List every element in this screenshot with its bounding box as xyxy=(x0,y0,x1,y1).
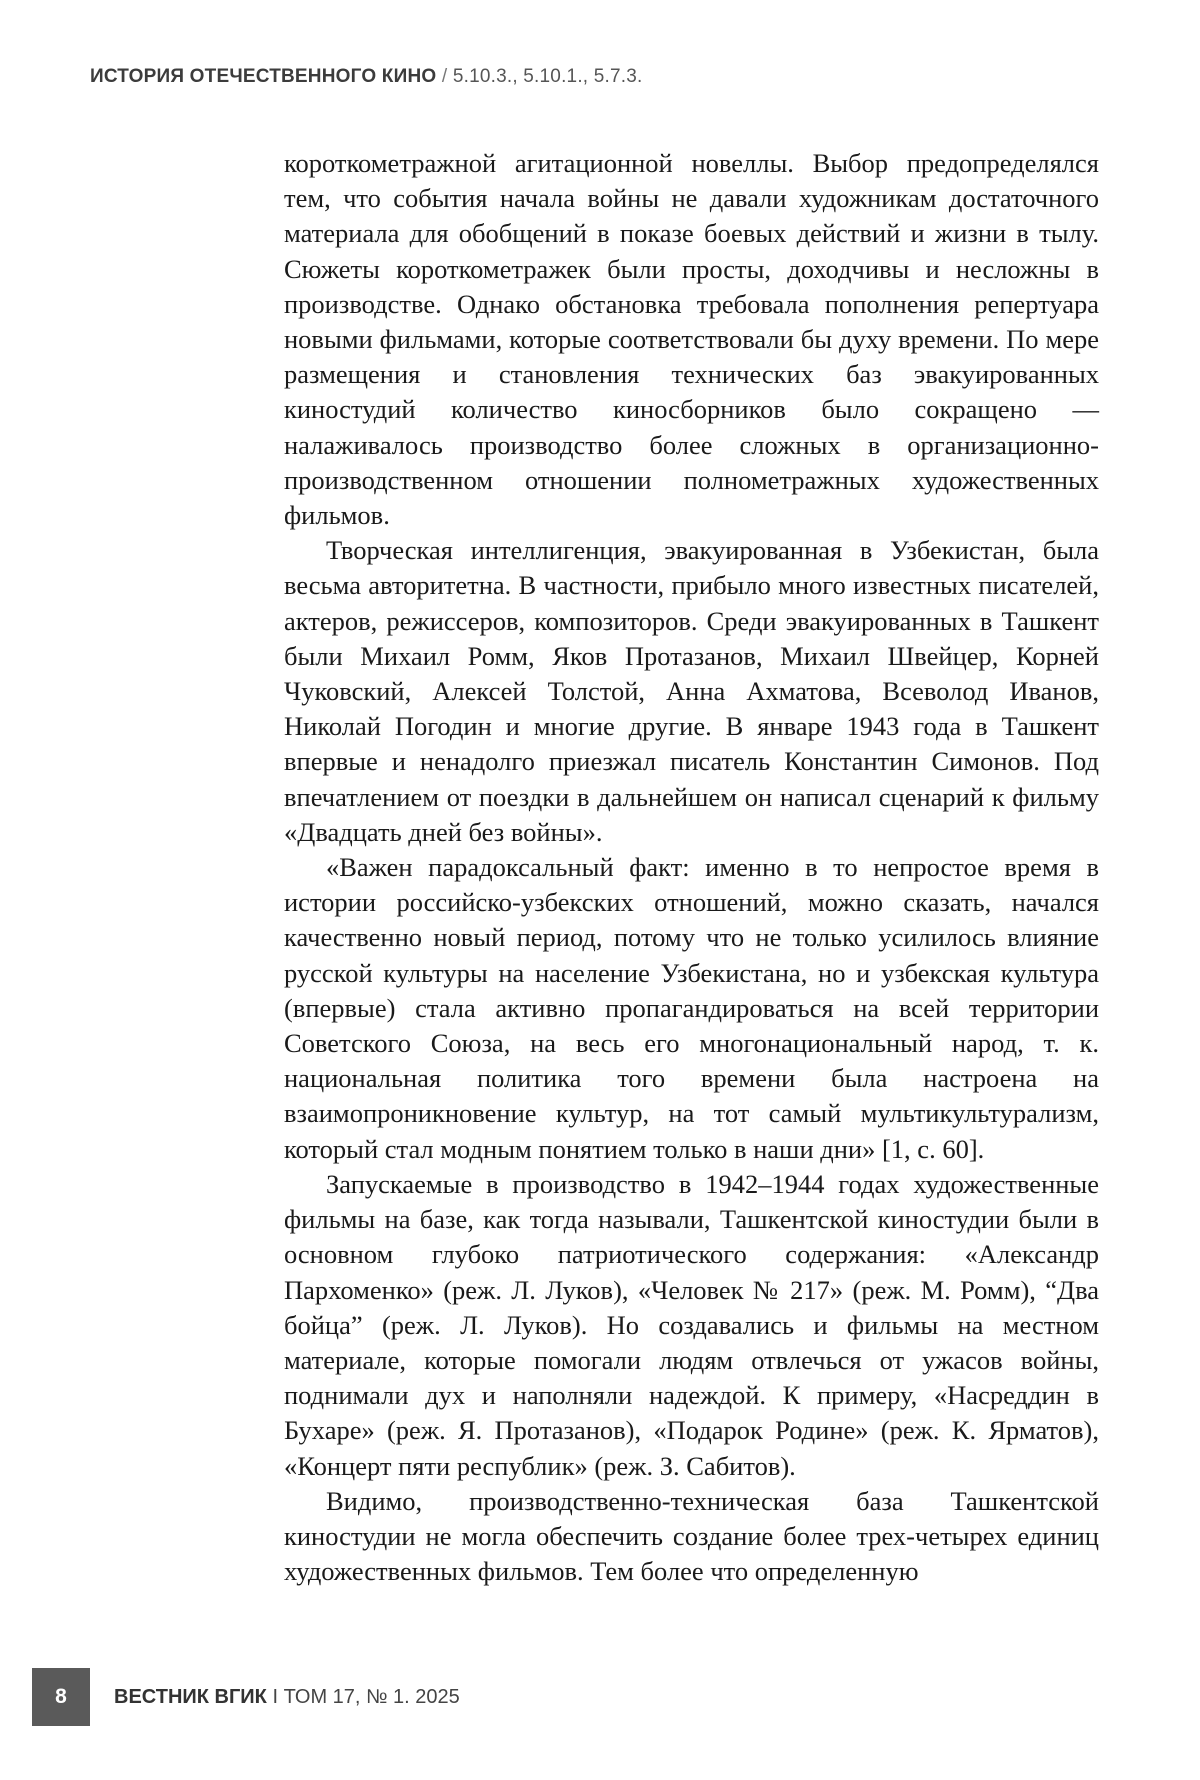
journal-info xyxy=(114,1686,460,1709)
paragraph-5: Видимо, производственно-техническая база Ташкентской киностудии не могла обеспечить создание более трех-четырех единиц художественных фильмов. Тем более что определенную xyxy=(284,1485,1099,1587)
page-footer xyxy=(32,1668,460,1726)
classification-codes: 5.10.3., 5.10.1., 5.7.3. xyxy=(452,66,643,87)
paragraph-3: «Важен парадоксальный факт: именно в то непростое время в истории российско-узбекских отношений, можно сказать, начался качественно новый период, потому что не только усилилось влияние русской культуры на население Узбекистана, но и узбекская культура (впервые) стала активно пропагандироваться на всей территории Советского Союза, на весь его многонациональный народ, т. к. национальная политика того времени была настроена на взаимопроникновение культур, на тот самый мультикультурализм, который стал модным понятием только в наши дни» [1, с. 60]. xyxy=(284,852,1099,1164)
paragraph-1: короткометражной агитационной новеллы. Выбор предопределялся тем, что события начала войны не давали художникам достаточного материала для обобщений в показе боевых действий и жизни в тылу. Сюжеты короткометражек были просты, доходчивы и несложны в производстве. Однако обстановка требовала пополнения репертуара новыми фильмами, которые соответствовали бы духу времени. По мере размещения и становления технических баз эвакуированных киностудий количество киносборников было сокращено — налаживалось производство более сложных в организационно-производственном отношении полнометражных художественных фильмов. xyxy=(284,148,1099,531)
page-number: 8 xyxy=(32,1668,90,1726)
header-separator: / xyxy=(441,66,448,87)
issue-info: I ТОМ 17, № 1. 2025 xyxy=(272,1685,460,1708)
paragraph-4: Запускаемые в производство в 1942–1944 годах художественные фильмы на базе, как тогда называли, Ташкентской киностудии были в основном глубоко патриотического содержания: «Александр Пархоменко» (реж. Л. Луков), «Человек № 217» (реж. М. Ромм), “Два бойца” (реж. Л. Луков). Но создавались и фильмы на местном материале, которые помогали людям отвлечься от ужасов войны, поднимали дух и наполняли надеждой. К примеру, «Насреддин в Бухаре» (реж. Я. Протазанов), «Подарок Родине» (реж. К. Ярматов), «Концерт пяти республик» (реж. З. Сабитов). xyxy=(284,1168,1099,1481)
running-header xyxy=(90,66,643,88)
paragraph-2: Творческая интеллигенция, эвакуированная в Узбекистан, была весьма авторитетна. В частности, прибыло много известных писателей, актеров, режиссеров, композиторов. Среди эвакуированных в Ташкент были Михаил Ромм, Яков Протазанов, Михаил Швейцер, Корней Чуковский, Алексей Толстой, Анна Ахматова, Всеволод Иванов, Николай Погодин и многие другие. В январе 1943 года в Ташкент впервые и ненадолго приезжал писатель Константин Симонов. Под впечатлением от поездки в дальнейшем он написал сценарий к фильму «Двадцать дней без войны». xyxy=(284,535,1099,847)
article-body xyxy=(284,146,1099,1589)
section-title: ИСТОРИЯ ОТЕЧЕСТВЕННОГО КИНО xyxy=(90,66,437,87)
journal-name: ВЕСТНИК ВГИК xyxy=(114,1685,267,1708)
